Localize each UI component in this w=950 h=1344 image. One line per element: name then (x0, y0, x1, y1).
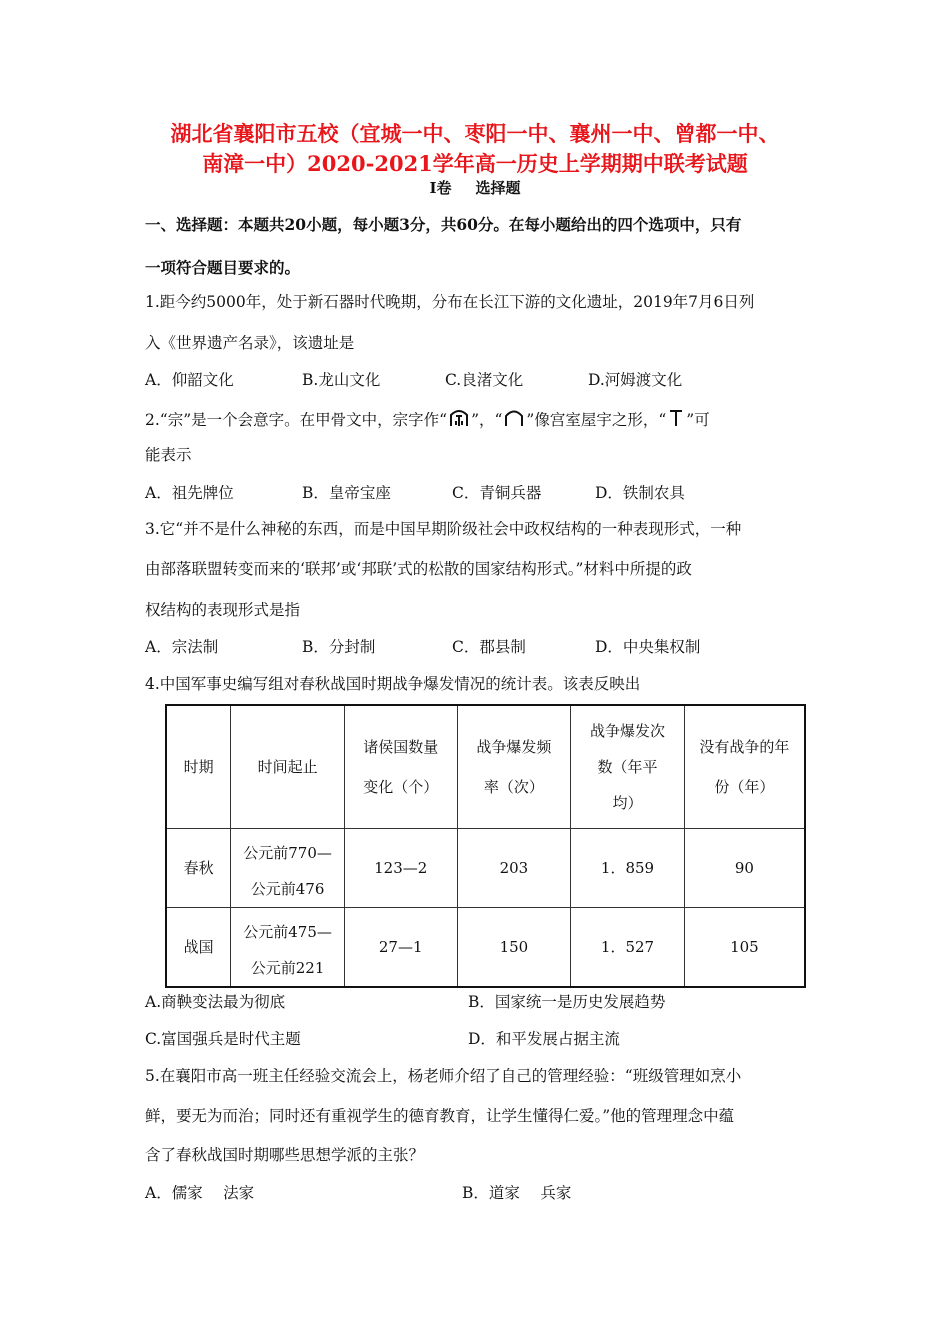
table-header-cell: 战争爆发频 率（次） (457, 705, 571, 829)
q5-stem-line2: 鲜，要无为而治；同时还有重视学生的德育教育，让学生懂得仁爱。”他的管理理念中蕴 (145, 1107, 735, 1125)
war-statistics-table (165, 704, 806, 988)
section-heading (0, 177, 950, 198)
q4-stem-line1: 4.中国军事史编写组对春秋战国时期战争爆发情况的统计表。该表反映出 (145, 675, 641, 693)
q2-stem-line2: 能表示 (145, 446, 192, 464)
table-cell-wars: 203 (457, 829, 571, 908)
q3-stem-line2: 由部落联盟转变而来的‘联邦’或‘邦联’式的松散的国家结构形式。”材料中所提的政 (145, 560, 692, 578)
q2-option-c: C．青铜兵器 (452, 484, 542, 502)
q1-option-d: D.河姆渡文化 (588, 371, 683, 389)
exam-title-line2: 南漳一中）2020-2021学年高一历史上学期期中联考试题 (202, 151, 748, 176)
q1-option-c: C.良渚文化 (445, 371, 524, 389)
q2-option-b: B．皇帝宝座 (302, 484, 391, 502)
q1-option-a: A．仰韶文化 (145, 371, 234, 389)
q1-stem-line2: 入《世界遗产名录》，该遗址是 (145, 334, 355, 352)
q2-text-part2: ”，“ (471, 411, 503, 429)
q3-option-b: B．分封制 (302, 638, 376, 656)
q1-stem-line1: 1.距今约5000年，处于新石器时代晚期，分布在长江下游的文化遗址，2019年7月6日列 (145, 293, 755, 311)
q2-text-part4: ”可 (686, 411, 710, 429)
q3-stem-line3: 权结构的表现形式是指 (145, 601, 301, 619)
table-header-cell: 没有战争的年 份（年） (684, 705, 805, 829)
q4-option-c: C.富国强兵是时代主题 (145, 1030, 301, 1048)
q2-option-a: A．祖先牌位 (145, 484, 234, 502)
q2-option-d: D．铁制农具 (595, 484, 685, 502)
q3-stem-line1: 3.它“并不是什么神秘的东西，而是中国早期阶级社会中政权结构的一种表现形式，一种 (145, 520, 742, 538)
instructions-line1: 一、选择题：本题共20小题，每小题3分，共60分。在每小题给出的四个选项中，只有 (145, 215, 742, 234)
q3-option-c: C．郡县制 (452, 638, 526, 656)
section-number: Ⅰ卷 (429, 179, 452, 197)
q4-option-d: D．和平发展占据主流 (468, 1030, 620, 1048)
q4-option-b: B．国家统一是历史发展趋势 (468, 993, 666, 1011)
q5-stem-line3: 含了春秋战国时期哪些思想学派的主张？ (145, 1146, 425, 1164)
q5-option-a: A．儒家 法家 (145, 1184, 255, 1202)
q2-text-part3: ”像宫室屋宇之形，“ (526, 411, 667, 429)
table-header-cell: 战争爆发次 数（年平 均） (571, 705, 685, 829)
table-cell-wars: 150 (457, 908, 571, 988)
oracle-shi-glyph-icon (667, 406, 685, 428)
q5-stem-line1: 5.在襄阳市高一班主任经验交流会上，杨老师介绍了自己的管理经验：“班级管理如烹小 (145, 1067, 742, 1085)
table-cell-period: 春秋 (166, 829, 231, 908)
table-cell-peace: 105 (684, 908, 805, 988)
q5-option-b: B．道家 兵家 (462, 1184, 572, 1202)
table-header-row (166, 705, 805, 829)
table-cell-time: 公元前770— 公元前476 (231, 829, 345, 908)
table-cell-period: 战国 (166, 908, 231, 988)
exam-title-line1: 湖北省襄阳市五校（宜城一中、枣阳一中、襄州一中、曾都一中、 (170, 121, 780, 146)
table-row (166, 908, 805, 988)
oracle-roof-glyph-icon (503, 406, 525, 428)
q3-option-a: A．宗法制 (145, 638, 219, 656)
table-cell-time: 公元前475— 公元前221 (231, 908, 345, 988)
section-name: 选择题 (475, 179, 521, 197)
table-cell-peace: 90 (684, 829, 805, 908)
table-cell-states: 123—2 (344, 829, 457, 908)
table-header-cell: 时间起止 (231, 705, 345, 829)
q1-option-b: B.龙山文化 (302, 371, 381, 389)
q2-stem-line1 (145, 406, 710, 430)
oracle-zong-glyph-icon (448, 406, 470, 428)
table-cell-states: 27—1 (344, 908, 457, 988)
table-cell-avg: 1．527 (571, 908, 685, 988)
table-header-cell: 时期 (166, 705, 231, 829)
q3-option-d: D．中央集权制 (595, 638, 701, 656)
q4-option-a: A.商鞅变法最为彻底 (145, 993, 286, 1011)
table-row (166, 829, 805, 908)
instructions-line2: 一项符合题目要求的。 (145, 258, 301, 277)
table-header-cell: 诸侯国数量 变化（个） (344, 705, 457, 829)
table-cell-avg: 1．859 (571, 829, 685, 908)
q2-text-part1: 2.“宗”是一个会意字。在甲骨文中，宗字作“ (145, 411, 448, 429)
